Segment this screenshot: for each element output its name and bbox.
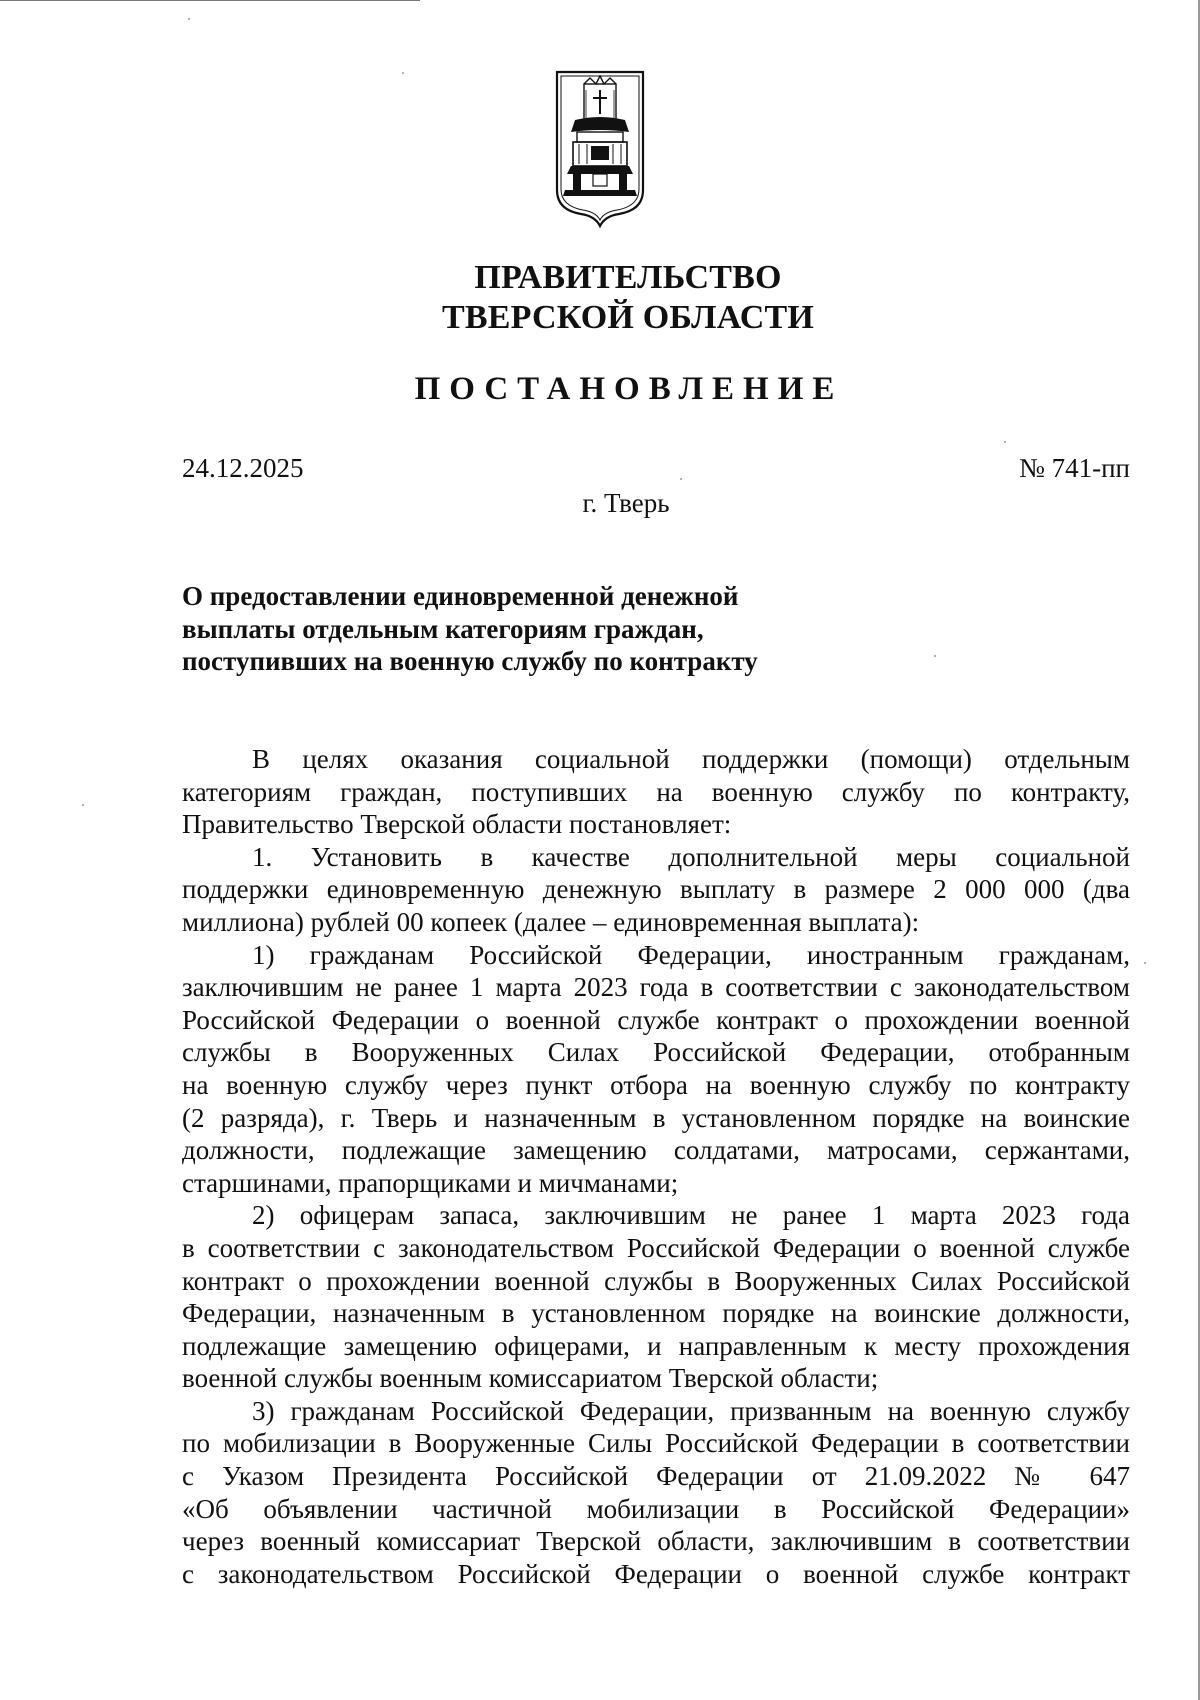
scan-speck (1004, 441, 1006, 443)
body-line: заключившим не ранее 1 марта 2023 года в соответствии с законодательством (182, 972, 1130, 1003)
body-line: Российской Федерации о военной службе контракт о прохождении военной (182, 1004, 1130, 1035)
body-line: 2) офицерам запаса, заключившим не ранее 1 марта 2023 года (252, 1200, 1130, 1231)
body-line: военной службы военным комиссариатом Тверской области; (182, 1363, 879, 1394)
document-type-heading: ПОСТАНОВЛЕНИЕ (414, 371, 844, 407)
scan-edge-top (0, 0, 420, 4)
scan-speck (680, 478, 682, 480)
body-line: в соответствии с законодательством Российской Федерации о военной службе (182, 1232, 1130, 1263)
body-line: категориям граждан, поступивших на военную службу по контракту, (182, 776, 1130, 807)
body-line: должности, подлежащие замещению солдатами, матросами, сержантами, (182, 1135, 1130, 1166)
body-line: (2 разряда), г. Тверь и назначенным в установленном порядке на воинские (182, 1102, 1130, 1133)
document-title-line: поступивших на военную службу по контракту (182, 646, 758, 676)
body-line: В целях оказания социальной поддержки (помощи) отдельным (252, 744, 1130, 774)
scan-speck (82, 804, 84, 806)
body-line: по мобилизации в Вооруженные Силы Российской Федерации в соответствии (182, 1428, 1130, 1459)
document-city: г. Тверь (582, 488, 670, 518)
document-title (182, 580, 882, 678)
document-date: 24.12.2025 (182, 453, 304, 483)
body-line: «Об объявлении частичной мобилизации в Российской Федерации» (182, 1493, 1130, 1524)
body-line: 3) гражданам Российской Федерации, призванным на военную службу (252, 1395, 1130, 1426)
government-title-line1: ПРАВИТЕЛЬСТВО (474, 259, 782, 296)
body-line: 1. Установить в качестве дополнительной меры социальной (252, 841, 1130, 872)
scan-speck (1144, 962, 1146, 964)
scan-speck (188, 18, 190, 20)
document-title-line: О предоставлении единовременной денежной (182, 581, 739, 611)
document-title-line: выплаты отдельным категориям граждан, (182, 613, 704, 644)
body-line: через военный комиссариат Тверской области, заключившим в соответствии (182, 1526, 1130, 1557)
government-title-line2: ТВЕРСКОЙ ОБЛАСТИ (441, 299, 815, 336)
scan-speck (934, 655, 936, 657)
body-line: поддержки единовременную денежную выплату в размере 2 000 000 (два (182, 874, 1130, 905)
scan-speck (402, 72, 404, 74)
body-line: службы в Вооруженных Силах Российской Федерации, отобранным (182, 1037, 1130, 1068)
body-line: подлежащие замещению офицерами, и направленным к месту прохождения (182, 1330, 1130, 1361)
body-line: старшинами, прапорщиками и мичманами; (182, 1167, 679, 1198)
body-line: контракт о прохождении военной службы в Вооруженных Силах Российской (182, 1265, 1130, 1296)
document-number: № 741-пп (1019, 453, 1130, 483)
body-line: миллиона) рублей 00 копеек (далее – единовременная выплата): (182, 906, 920, 937)
body-line: с законодательством Российской Федерации о военной службе контракт (182, 1558, 1130, 1589)
body-line: 1) гражданам Российской Федерации, иностранным гражданам, (252, 939, 1130, 970)
document-body (182, 743, 1130, 1590)
body-line: на военную службу через пункт отбора на военную службу по контракту (182, 1069, 1130, 1100)
tver-coat-of-arms-icon (553, 70, 647, 228)
body-line: Федерации, назначенным в установленном порядке на воинские должности, (182, 1298, 1130, 1329)
body-line: с Указом Президента Российской Федерации от 21.09.2022 № 647 (182, 1461, 1130, 1492)
body-line: Правительство Тверской области постановляет: (182, 809, 732, 840)
